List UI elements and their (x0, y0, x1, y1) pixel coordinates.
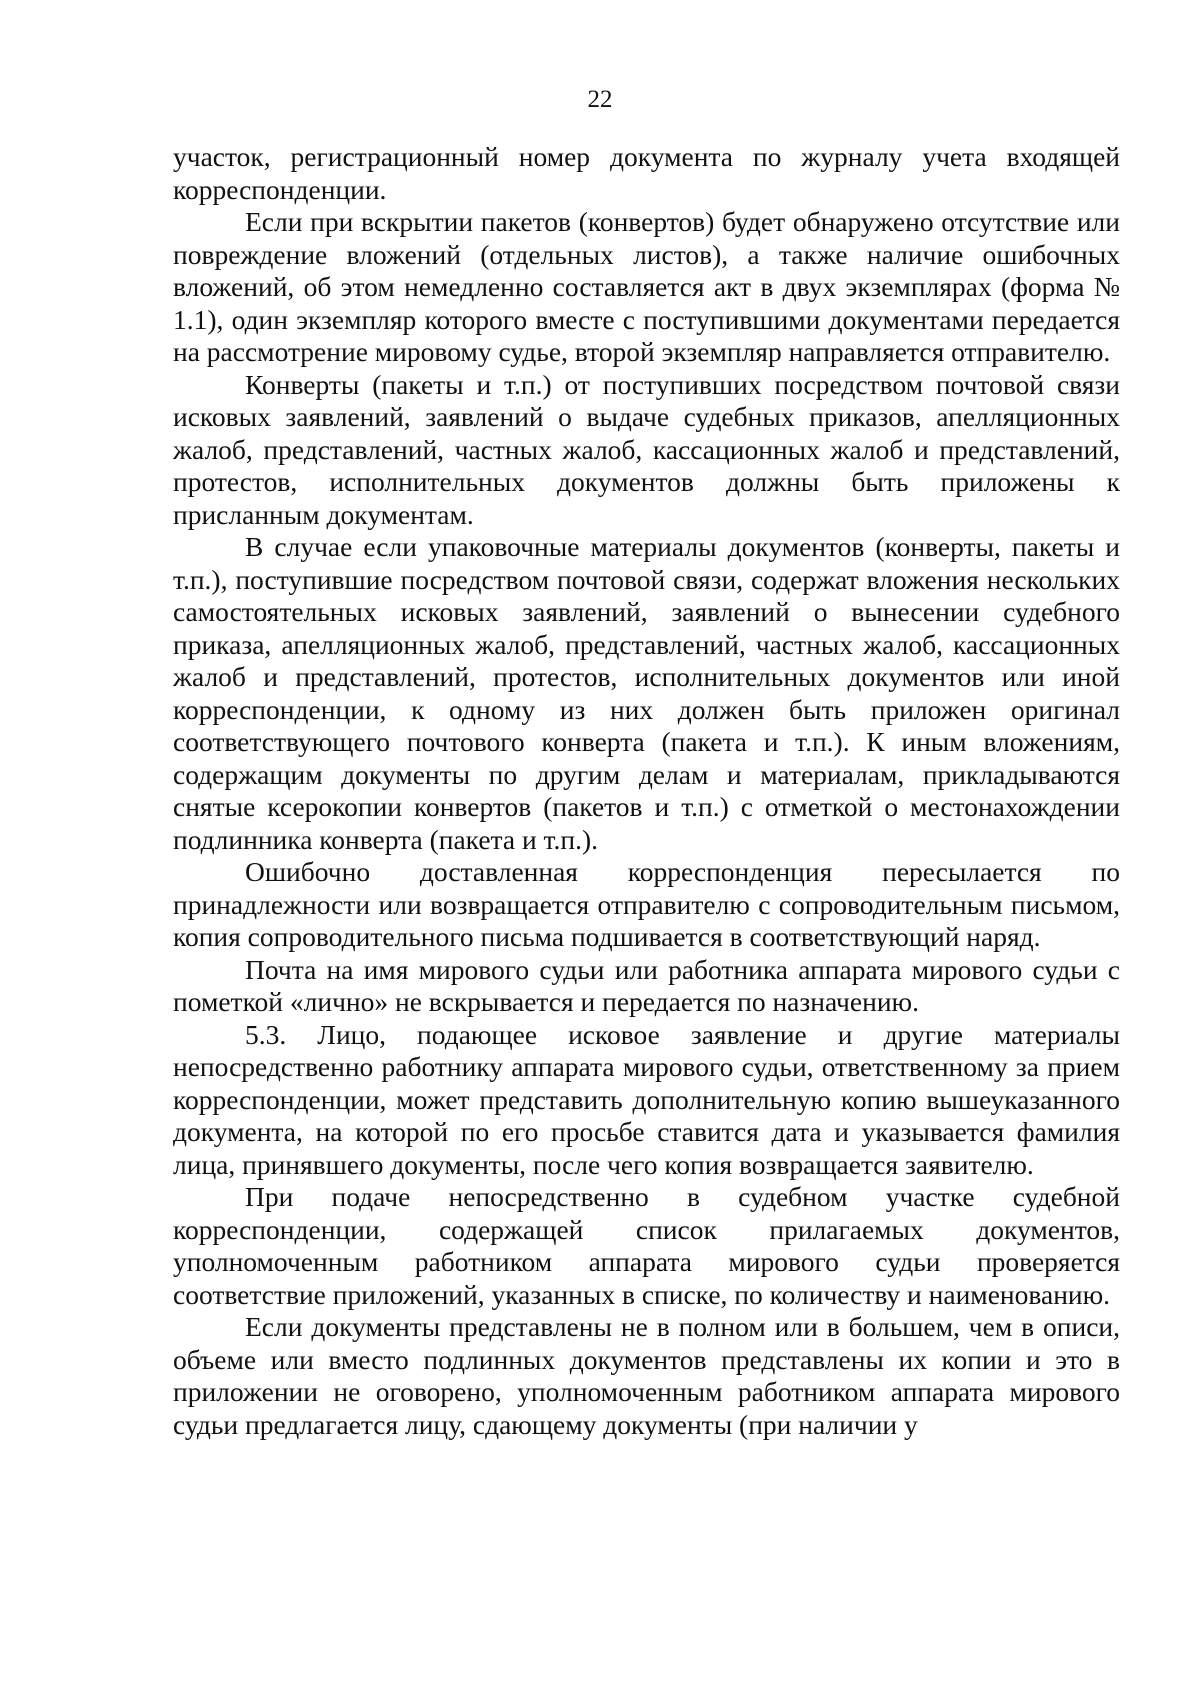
document-body (173, 141, 1120, 1441)
paragraph-personal-mail: Почта на имя мирового судьи или работника аппарата мирового судьи с пометкой «лично» не вскрывается и передается по назначению. (173, 953, 1120, 1017)
paragraph-incomplete-documents: Если документы представлены не в полном или в большем, чем в описи, объеме или вместо подлинных документов представлены их копии и это в приложении не оговорено, уполномоченным работником аппарата мирового судьи предлагается лицу, сдающему документы (при наличии у (173, 1311, 1120, 1440)
paragraph-multiple-enclosures: В случае если упаковочные материалы документов (конверты, пакеты и т.п.), поступившие посредством почтовой связи, содержат вложения нескольких самостоятельных исковых заявлений, заявлений о вынесении судебного приказа, апелляционных жалоб, представлений, частных жалоб, кассационных жалоб и представлений, протестов, исполнительных документов или иной корреспонденции, к одному из них должен быть приложен оригинал соответствующего почтового конверта (пакета и т.п.). К иным вложениям, содержащим документы по другим делам и материалам, прикладываются снятые ксерокопии конвертов (пакетов и т.п.) с отметкой о местонахождении подлинника конверта (пакета и т.п.). (173, 531, 1120, 855)
paragraph-enclosure-check: При подаче непосредственно в судебном участке судебной корреспонденции, содержащей список прилагаемых документов, уполномоченным работником аппарата мирового судьи проверяется соответствие приложений, указанных в списке, по количеству и наименованию. (173, 1181, 1120, 1310)
paragraph-damaged-envelopes: Если при вскрытии пакетов (конвертов) будет обнаружено отсутствие или повреждение вложений (отдельных листов), а также наличие ошибочных вложений, об этом немедленно составляется акт в двух экземплярах (форма № 1.1), один экземпляр которого вместе с поступившими документами передается на рассмотрение мировому судье, второй экземпляр направляется отправителю. (173, 206, 1120, 367)
page-number: 22 (587, 86, 613, 113)
paragraph-envelopes-attached: Конверты (пакеты и т.п.) от поступивших посредством почтовой связи исковых заявлений, заявлений о выдаче судебных приказов, апелляционных жалоб, представлений, частных жалоб, кассационных жалоб и представлений, протестов, исполнительных документов должны быть приложены к присланным документам. (173, 368, 1120, 530)
paragraph-continuation: участок, регистрационный номер документа по журналу учета входящей корреспонденции. (173, 141, 1120, 205)
paragraph-misdelivered-mail: Ошибочно доставленная корреспонденция пересылается по принадлежности или возвращается отправителю с сопроводительным письмом, копия сопроводительного письма подшивается в соответствующий наряд. (173, 856, 1120, 952)
paragraph-section-5-3: 5.3. Лицо, подающее исковое заявление и другие материалы непосредственно работнику аппарата мирового судьи, ответственному за прием корреспонденции, может представить дополнительную копию вышеуказанного документа, на которой по его просьбе ставится дата и указывается фамилия лица, принявшего документы, после чего копия возвращается заявителю. (173, 1018, 1120, 1180)
